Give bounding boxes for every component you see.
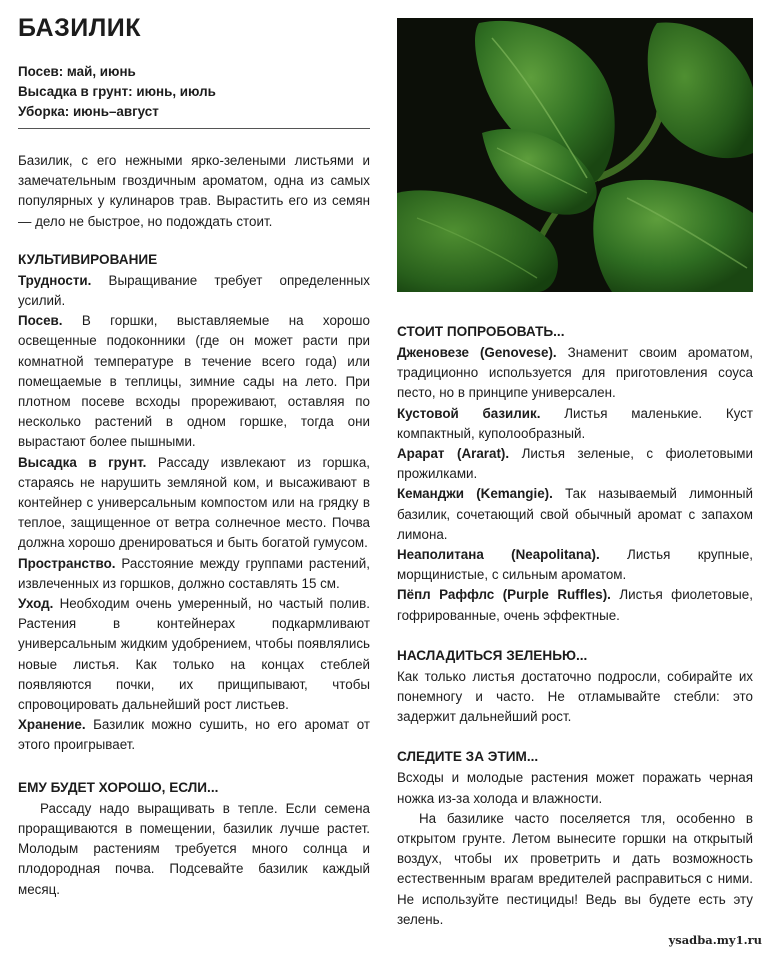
variety-term: Кустовой базилик. xyxy=(397,405,541,421)
variety-term: Пёпл Раффлс (Purple Ruffles). xyxy=(397,587,611,603)
cultivation-item-transplant xyxy=(18,453,370,554)
watch-paragraph-1: Всходы и молодые растения может поражать черная ножка из-за холода и влажности. xyxy=(397,770,753,806)
watch-paragraph-2: На базилике часто поселяется тля, особенно в открытом грунте. Летом вынесите горшки на открытый воздух, чтобы их проветрить и дать возможность естественным врагам вредителей расправиться с ними. Не используйте пестициды! Ведь вы будете есть эту зелень. xyxy=(397,810,753,927)
enjoy-heading: НАСЛАДИТЬСЯ ЗЕЛЕНЬЮ... xyxy=(397,647,588,663)
cultivation-term: Уход. xyxy=(18,596,54,612)
variety-term: Арарат (Ararat). xyxy=(397,446,510,462)
good-if-paragraph: Рассаду надо выращивать в тепле. Если семена проращиваются в помещении, базилик лучше растет. Молодым растениям требуется много солнца и плодородная почва. Подсевайте базилик каждый месяц. xyxy=(18,800,370,897)
variety-text: Знаменит своим ароматом, традиционно используется для приготовления соуса песто, но в принципе универсален. xyxy=(397,345,753,401)
good-if-heading: ЕМУ БУДЕТ ХОРОШО, ЕСЛИ... xyxy=(18,779,219,795)
cultivation-item-care xyxy=(18,594,370,715)
harvest-line: Уборка: июнь–август xyxy=(18,104,159,119)
variety-term: Дженовезе (Genovese). xyxy=(397,345,557,360)
left-column xyxy=(18,14,370,900)
cultivation-item-storage xyxy=(18,715,370,755)
cultivation-text: Необходим очень умеренный, но частый полив. Растения в контейнерах подкармливают универсальным жидким удобрением, чтобы появлялись новые листья. Как только на концах стеблей появляются почки, их прищипывают, чтобы спровоцировать дальнейший рост листьев. xyxy=(18,596,370,713)
footer-url: ysadba.my1.ru xyxy=(668,933,762,947)
variety-purple-ruffles xyxy=(397,585,753,625)
cultivation-term: Пространство. xyxy=(18,555,116,571)
variety-text: Листья маленькие. Куст компактный, куполообразный. xyxy=(397,405,753,441)
variety-kemangie xyxy=(397,484,753,545)
cultivation-text: Выращивание требует определенных усилий. xyxy=(18,272,370,309)
cultivation-text: Базилик можно сушить, но его аромат от этого проигрывает. xyxy=(18,717,370,753)
variety-genovese xyxy=(397,343,753,404)
cultivation-text: Рассаду извлекают из горшка, стараясь не нарушить земляной ком, и высаживают в контейнер с универсальным компостом или на грядку в теплое, защищенное от ветра солнечное место. Почва должна хорошо дренироваться и быть богатой гумусом. xyxy=(18,454,370,551)
enjoy-paragraph: Как только листья достаточно подросли, собирайте их понемногу и часто. Не отламывайте стебли: это задержит дальнейший рост. xyxy=(397,668,753,725)
variety-ararat xyxy=(397,444,753,484)
variety-text: Листья фиолетовые, гофрированные, очень эффектные. xyxy=(397,587,753,623)
sowing-line: Посев: май, июнь xyxy=(18,64,136,79)
cultivation-term: Высадка в грунт. xyxy=(18,454,147,470)
cultivation-item-difficulty xyxy=(18,271,370,311)
cultivation-term: Посев. xyxy=(18,313,63,329)
variety-text: Листья крупные, морщинистые, с сильным ароматом. xyxy=(397,547,753,583)
intro-paragraph: Базилик, с его нежными ярко-зелеными листьями и замечательным гвоздичным ароматом, одна из самых популярных у кулинаров трав. Вырастить его из семян — дело не быстрое, но подождать стоит. xyxy=(18,153,370,229)
cultivation-text: Расстояние между группами растений, извлеченных из горшков, должно составлять 15 см. xyxy=(18,555,370,591)
schedule-block xyxy=(18,62,370,129)
cultivation-term: Хранение. xyxy=(18,717,86,733)
cultivation-item-spacing xyxy=(18,554,370,594)
basil-photo xyxy=(397,18,753,292)
variety-term: Кеманджи (Kemangie). xyxy=(397,486,553,502)
variety-text: Листья зеленые, с фиолетовыми прожилками. xyxy=(397,446,753,482)
variety-text: Так называемый лимонный базилик, сочетающий свой обычный аромат с запахом лимона. xyxy=(397,486,753,542)
page-title: БАЗИЛИК xyxy=(18,14,141,42)
cultivation-heading: КУЛЬТИВИРОВАНИЕ xyxy=(18,251,158,267)
watch-heading: СЛЕДИТЕ ЗА ЭТИМ... xyxy=(397,749,539,765)
worth-trying-heading: СТОИТ ПОПРОБОВАТЬ... xyxy=(397,324,565,339)
cultivation-item-sowing xyxy=(18,311,370,452)
cultivation-text: В горшки, выставляемые на хорошо освещенные подоконники (где он может расти при комнатной температуре в течение всего года) или помещаемые в теплицы, зимние сады на лето. При плотном посеве всходы прореживают, оставляя по несколько растений в одном горшке, тогда они вырастают более пышными. xyxy=(18,313,370,450)
variety-term: Неаполитана (Neapolitana). xyxy=(397,547,600,563)
variety-bush-basil xyxy=(397,404,753,444)
transplant-line: Высадка в грунт: июнь, июль xyxy=(18,84,216,99)
variety-neapolitana xyxy=(397,545,753,585)
right-column xyxy=(397,18,753,930)
cultivation-term: Трудности. xyxy=(18,272,92,288)
